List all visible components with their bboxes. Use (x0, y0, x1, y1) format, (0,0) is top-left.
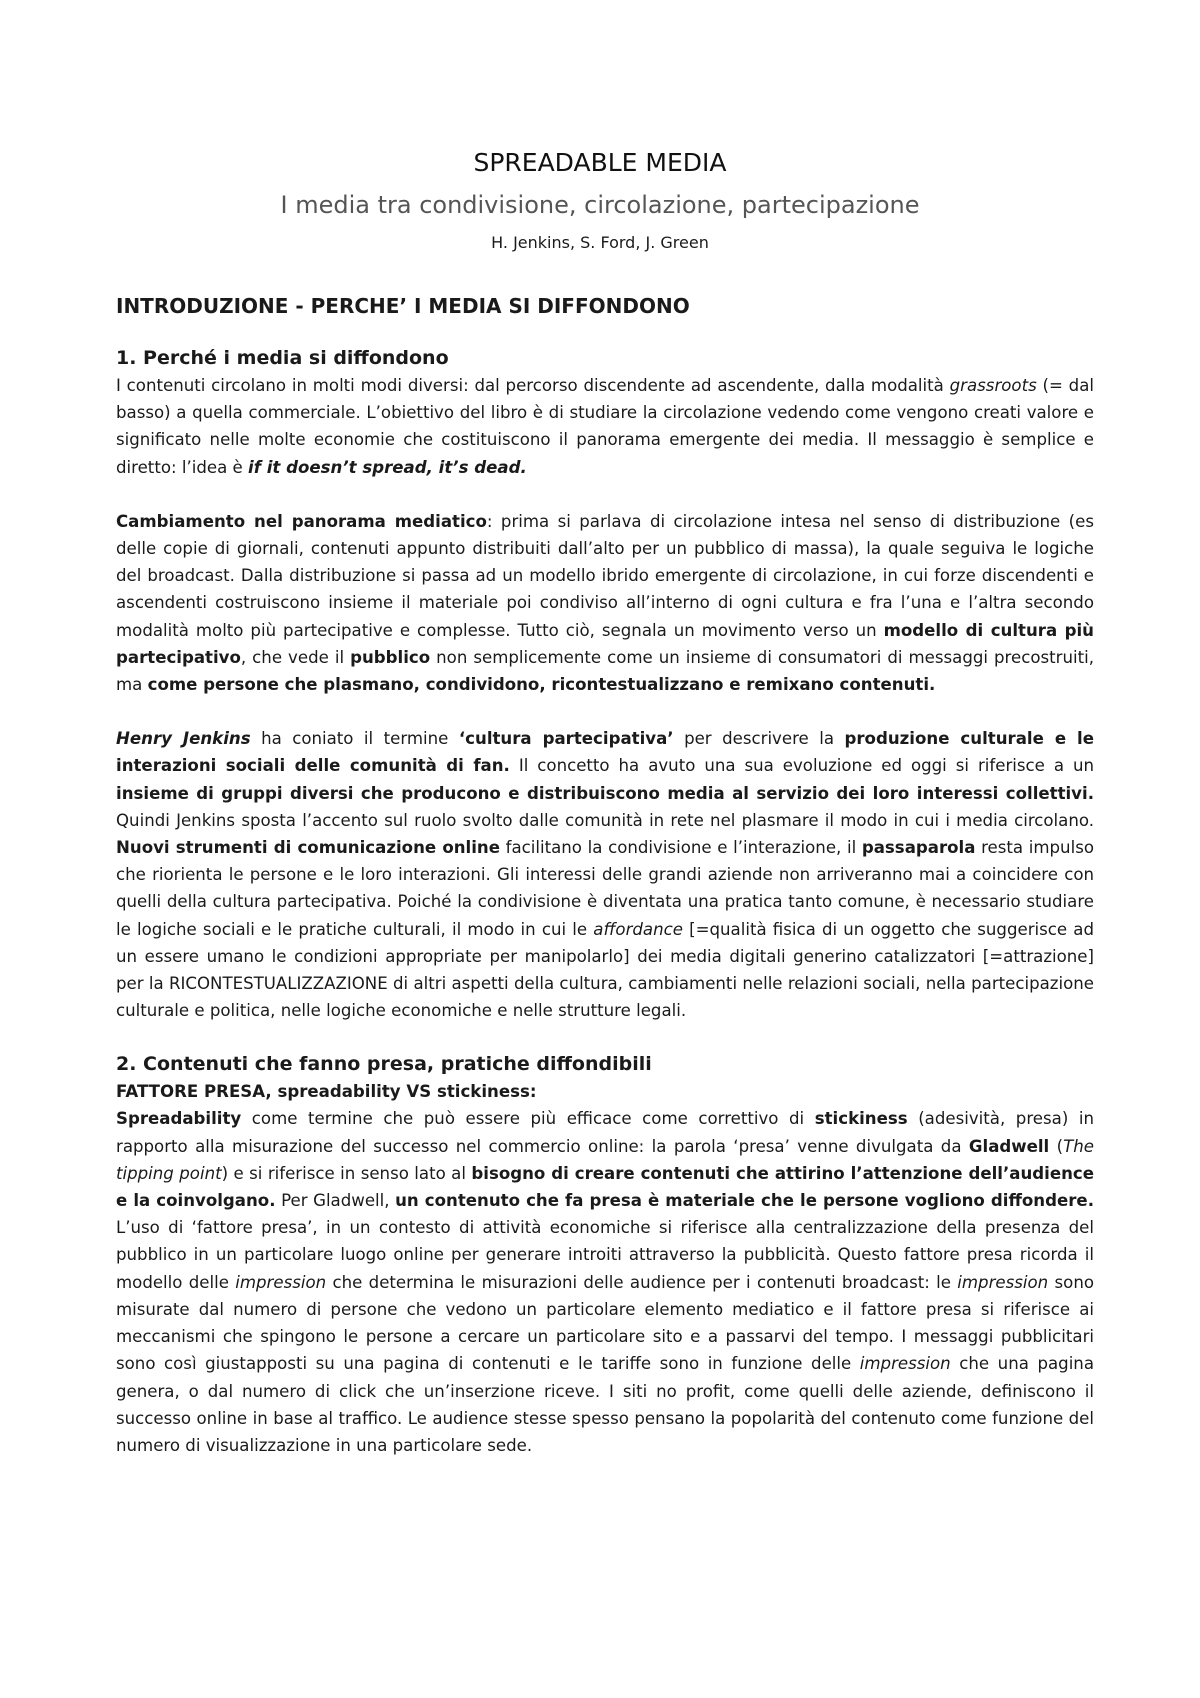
text-run: L’uso di ‘fattore presa’, in un contesto di attività economiche si riferisce alla centralizzazione della presenza del pubblico in un particolare luogo online per generare introiti attraverso la pubblicità. Questo fattore presa ricorda il modello delle (116, 1218, 1094, 1292)
text-run-bold: insieme di gruppi diversi che producono e distribuiscono media al servizio dei loro interessi collettivi. (116, 783, 1094, 803)
text-run: ) e si riferisce in senso lato al (221, 1163, 472, 1183)
document-authors: H. Jenkins, S. Ford, J. Green (491, 233, 709, 252)
text-run-bold: produzione culturale e le interazioni sociali delle comunità di fan. (116, 729, 1094, 776)
section1-heading: 1. Perché i media si diffondono (116, 347, 449, 369)
text-run: ha coniato il termine (250, 729, 459, 749)
intro-heading: INTRODUZIONE - PERCHE’ I MEDIA SI DIFFONDONO (116, 294, 690, 318)
text-run-italic: affordance (593, 919, 683, 939)
text-run-italic: impression (235, 1272, 327, 1292)
text-run: non semplicemente come un insieme di consumatori di messaggi precostruiti, ma (116, 647, 1094, 695)
text-run: Per Gladwell, (275, 1191, 396, 1211)
text-run-bold: Nuovi strumenti di comunicazione online (116, 838, 500, 858)
document-subtitle: I media tra condivisione, circolazione, partecipazione (280, 191, 920, 219)
text-run-bold: stickiness (814, 1109, 908, 1129)
text-run: per descrivere la (673, 729, 845, 749)
text-run: che determina le misurazioni delle audience per i contenuti broadcast: le (326, 1272, 958, 1292)
text-run: , che vede il (240, 647, 351, 667)
section1-paragraph-1 (116, 372, 1094, 481)
text-run-bold: pubblico (350, 647, 431, 667)
text-run: Quindi Jenkins sposta l’accento sul ruolo svolto dalle comunità in rete nel plasmare il modo in cui i media circolano. (116, 810, 1094, 830)
text-run: come termine che può essere più efficace come correttivo di (241, 1109, 815, 1129)
section2-subheading: FATTORE PRESA, spreadability VS stickiness: (116, 1082, 537, 1102)
text-run-bold: Gladwell (968, 1136, 1050, 1156)
text-run-bolditalic: Henry Jenkins (116, 729, 251, 749)
text-run: [=qualità fisica di un oggetto che suggerisce ad un essere umano le condizioni appropriate per manipolarlo] dei media digitali generino catalizzatori [=attrazione] per la RICONTESTUALIZZAZIONE di altri aspetti della cultura, cambiamenti nelle relazioni sociali, nella partecipazione culturale e politica, nelle logiche economiche e nelle strutture legali. (116, 919, 1094, 1021)
text-run: che una pagina genera, o dal numero di click che un’inserzione riceve. I siti no profit, come quelli delle aziende, definiscono il successo online in base al traffico. Le audience stesse spesso pensano la popolarità del contenuto come funzione del numero di visualizzazione in una particolare sede. (116, 1354, 1094, 1455)
text-run: resta impulso che riorienta le persone e le loro interazioni. Gli interessi delle grandi aziende non arriveranno mai a coincidere con quelli della cultura partecipativa. Poiché la condivisione è diventata una pratica tanto comune, è necessario studiare le logiche sociali e le pratiche culturali, il modo in cui le (116, 838, 1094, 939)
text-run-bold: passaparola (861, 838, 976, 858)
text-run: : prima si parlava di circolazione intesa nel senso di distribuzione (es delle copie di giornali, contenuti appunto distribuiti dall’alto per un pubblico di massa), la quale seguiva le logiche del broadcast. Dalla distribuzione si passa ad un modello ibrido emergente di circolazione, in cui forze discendenti e ascendenti costruiscono insieme il materiale poi condiviso all’interno di ogni cultura e fra l’una e l’altra secondo modalità molto più partecipative e complesse. Tutto ciò, segnala un movimento verso un (116, 511, 1095, 640)
text-run-italic: The tipping point (116, 1136, 1094, 1183)
section2-heading: 2. Contenuti che fanno presa, pratiche diffondibili (116, 1053, 652, 1076)
section1-paragraph-2 (116, 508, 1094, 698)
text-run: (adesività, presa) in rapporto alla misurazione del successo nel commercio online: la parola ‘presa’ venne divulgata da (116, 1109, 1094, 1156)
document-body (116, 292, 1094, 1459)
section1-paragraph-3 (116, 725, 1094, 1024)
text-run: (= dal basso) a quella commerciale. L’obiettivo del libro è di studiare la circolazione vedendo come vengono creati valore e significato nelle molte economie che costituiscono il panorama emergente dei media. Il messaggio è semplice e diretto: l’idea è (116, 376, 1094, 477)
text-run-italic: grassroots (949, 376, 1037, 395)
text-run-bold: Spreadability (116, 1109, 242, 1129)
text-run: facilitano la condivisione e l’interazione, il (499, 838, 862, 858)
text-run: I contenuti circolano in molti modi diversi: dal percorso discendente ad ascendente, dalla modalità (116, 376, 950, 395)
text-run: Il concetto ha avuto una sua evoluzione ed oggi si riferisce a un (509, 756, 1094, 776)
text-run-bold: come persone che plasmano, condividono, ricontestualizzano e remixano contenuti. (147, 675, 936, 695)
text-run: sono misurate dal numero di persone che vedono un particolare elemento mediatico e il fattore presa si riferisce ai meccanismi che spingono le persone a cercare un particolare sito e a passarvi del tempo. I messaggi pubblicitari sono così giustapposti su una pagina di contenuti e le tariffe sono in funzione delle (116, 1272, 1094, 1374)
text-run-bold: un contenuto che fa presa è materiale che le persone vogliono diffondere. (395, 1191, 1094, 1211)
text-run-bold: bisogno di creare contenuti che attirino l’attenzione dell’audience e la coinvolgano. (116, 1163, 1095, 1211)
text-run-bold: Cambiamento nel panorama mediatico (116, 511, 487, 531)
text-run: ( (1049, 1136, 1064, 1156)
section2-paragraph-1 (116, 1105, 1094, 1459)
text-run-italic: impression (957, 1272, 1049, 1292)
text-run-bold: modello di cultura più partecipativo (116, 620, 1094, 667)
text-run-bold: ‘cultura partecipativa’ (458, 729, 674, 749)
text-run-italic: impression (859, 1354, 951, 1374)
document-title: SPREADABLE MEDIA (473, 148, 727, 177)
text-run-bolditalic: if it doesn’t spread, it’s dead. (248, 457, 527, 477)
